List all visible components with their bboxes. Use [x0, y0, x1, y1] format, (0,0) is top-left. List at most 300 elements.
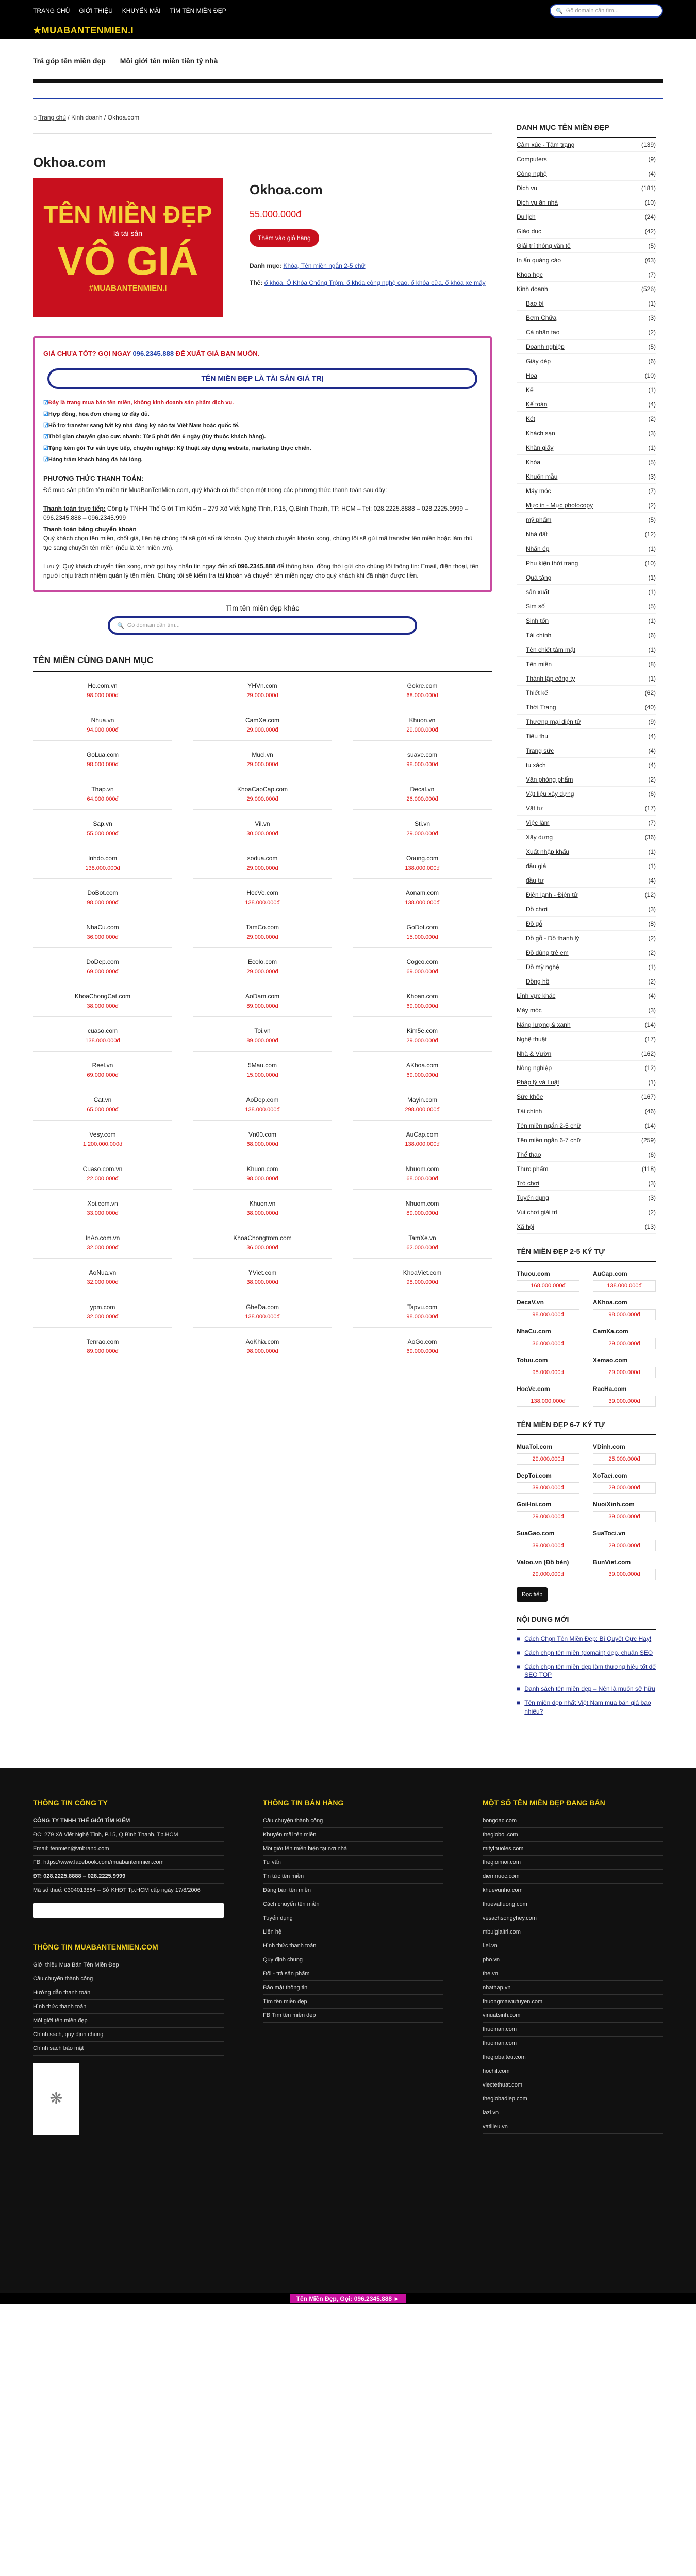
offer-bullet[interactable]: ☑ Đây là trang mua bán tên miền, không kinh doanh sản phẩm dịch vụ. [43, 397, 482, 409]
category-item[interactable] [517, 469, 656, 484]
featured-domain-name[interactable]: AuCap.com [593, 1270, 627, 1277]
category-item[interactable] [517, 1133, 656, 1147]
category-label[interactable]: Nông nghiệp [517, 1064, 552, 1072]
domain-card[interactable] [193, 1086, 332, 1121]
domain-card[interactable] [193, 982, 332, 1017]
featured-domain-name[interactable]: SuaToci.vn [593, 1530, 626, 1537]
category-item[interactable] [517, 195, 656, 210]
domain-name[interactable]: Cuaso.com.vn [82, 1165, 123, 1173]
domain-card[interactable] [193, 775, 332, 810]
featured-domain[interactable] [593, 1328, 656, 1349]
category-label[interactable]: Xây dựng [526, 834, 553, 841]
category-label[interactable]: Văn phòng phẩm [526, 776, 573, 783]
domain-card[interactable] [33, 706, 172, 741]
domain-name[interactable]: Cogco.com [406, 958, 438, 965]
domain-card[interactable] [193, 879, 332, 913]
domain-name[interactable]: DoBot.com [87, 889, 118, 896]
domain-name[interactable]: Khuon.vn [409, 717, 436, 724]
category-item[interactable] [517, 1162, 656, 1176]
category-item[interactable] [517, 296, 656, 311]
domain-name[interactable]: HocVe.com [246, 889, 278, 896]
post-link[interactable]: Danh sách tên miền đẹp – Nên là muốn sở hữu [524, 1685, 655, 1693]
domain-card[interactable] [33, 844, 172, 879]
footer-link[interactable]: thuongmaiviutuyen.com [483, 1995, 663, 2009]
category-label[interactable]: Bao bì [526, 300, 544, 307]
domain-card[interactable] [33, 1155, 172, 1190]
category-label[interactable]: sản xuất [526, 588, 550, 596]
footer-link[interactable]: mitythuoles.com [483, 1842, 663, 1856]
domain-card[interactable] [353, 1293, 492, 1328]
category-label[interactable]: Đồng hồ [526, 978, 550, 985]
domain-name[interactable]: Nhuom.com [405, 1165, 439, 1173]
category-item[interactable] [517, 1205, 656, 1219]
featured-domain[interactable] [593, 1472, 656, 1494]
product-image[interactable] [33, 178, 223, 317]
category-item[interactable] [517, 340, 656, 354]
category-item[interactable] [517, 671, 656, 686]
category-label[interactable]: Đồ gỗ [526, 920, 543, 927]
post-item[interactable] [517, 1635, 656, 1643]
category-label[interactable]: Vật liệu xây dựng [526, 790, 574, 798]
domain-name[interactable]: cuaso.com [87, 1027, 118, 1035]
bottom-call-button[interactable]: Tên Miền Đẹp, Gọi: 096.2345.888 ► [290, 2294, 406, 2303]
featured-domain[interactable] [593, 1385, 656, 1407]
domain-card[interactable] [33, 775, 172, 810]
footer-link[interactable]: Khuyến mãi tên miền [263, 1828, 443, 1842]
category-label[interactable]: đầu tư [526, 877, 544, 884]
category-item[interactable] [517, 253, 656, 267]
category-label[interactable]: Quà tặng [526, 574, 552, 581]
featured-domain[interactable] [593, 1270, 656, 1292]
featured-domain-name[interactable]: Valoo.vn (Đồ bèn) [517, 1558, 569, 1566]
footer-link[interactable]: Đối - trả sản phẩm [263, 1967, 443, 1981]
footer-link[interactable]: Câu chuyện thành công [263, 1814, 443, 1828]
top-nav-promo[interactable]: KHUYẾN MÃI [122, 7, 161, 14]
domain-name[interactable]: Tenrao.com [86, 1338, 119, 1345]
category-label[interactable]: Mực in - Mực photocopy [526, 502, 593, 509]
featured-domain[interactable] [517, 1299, 579, 1320]
domain-name[interactable]: Gokre.com [407, 682, 438, 689]
domain-name[interactable]: AoKhia.com [245, 1338, 279, 1345]
category-label[interactable]: Giày dép [526, 358, 551, 365]
footer-link[interactable]: pho.vn [483, 1953, 663, 1967]
featured-domain-name[interactable]: HocVe.com [517, 1385, 550, 1393]
domain-name[interactable]: sodua.com [247, 855, 278, 862]
category-label[interactable]: Khăn giấy [526, 444, 554, 451]
domain-name[interactable]: GoLua.com [86, 751, 119, 758]
domain-name[interactable]: KhoaCaoCap.com [237, 786, 288, 793]
category-label[interactable]: Thể thao [517, 1151, 541, 1158]
footer-link[interactable]: thuoinan.com [483, 2037, 663, 2050]
domain-name[interactable]: Aonam.com [405, 889, 439, 896]
category-label[interactable]: Du lịch [517, 213, 536, 221]
featured-domain[interactable] [593, 1357, 656, 1378]
category-label[interactable]: Máy móc [517, 1007, 542, 1014]
add-to-cart-button[interactable]: Thêm vào giỏ hàng [250, 229, 319, 247]
footer-link[interactable]: Đăng bán tên miền [263, 1884, 443, 1897]
category-item[interactable] [517, 873, 656, 888]
featured-domain-name[interactable]: Xemao.com [593, 1357, 628, 1364]
category-label[interactable]: Điện lạnh - Điện tử [526, 891, 578, 899]
category-item[interactable] [517, 210, 656, 224]
domain-name[interactable]: Khuon.vn [249, 1200, 276, 1207]
domain-name[interactable]: Ooung.com [406, 855, 439, 862]
domain-name[interactable]: Vil.vn [255, 820, 270, 827]
top-nav-home[interactable]: TRANG CHỦ [33, 7, 70, 14]
domain-card[interactable] [193, 913, 332, 948]
domain-name[interactable]: Reel.vn [92, 1062, 113, 1069]
domain-card[interactable] [353, 1121, 492, 1155]
featured-domain-name[interactable]: NuoiXinh.com [593, 1501, 635, 1508]
category-item[interactable] [517, 715, 656, 729]
footer-link[interactable]: Hình thức thanh toán [263, 1939, 443, 1953]
category-item[interactable] [517, 657, 656, 671]
domain-name[interactable]: KhoaViet.com [403, 1269, 442, 1276]
category-label[interactable]: In ấn quảng cáo [517, 257, 561, 264]
domain-name[interactable]: CamXe.com [245, 717, 280, 724]
domain-card[interactable] [193, 1121, 332, 1155]
category-label[interactable]: Dịch vụ [517, 184, 538, 192]
footer-link[interactable]: Môi giới tên miền đẹp [33, 2014, 224, 2028]
category-label[interactable]: Giáo dục [517, 228, 542, 235]
featured-domain-name[interactable]: AKhoa.com [593, 1299, 627, 1306]
category-item[interactable] [517, 614, 656, 628]
category-label[interactable]: Computers [517, 156, 547, 163]
category-label[interactable]: Thương mại điện tử [526, 718, 581, 725]
category-item[interactable] [517, 628, 656, 642]
category-item[interactable] [517, 498, 656, 513]
footer-link[interactable]: Giới thiệu Mua Bán Tên Miền Đẹp [33, 1958, 224, 1972]
footer-link[interactable]: Hình thức thanh toán [33, 2000, 224, 2014]
category-item[interactable] [517, 743, 656, 758]
category-label[interactable]: Dịch vụ ăn nhà [517, 199, 558, 206]
featured-domain[interactable] [517, 1270, 579, 1292]
footer-link[interactable]: Tư vấn [263, 1856, 443, 1870]
top-nav-search[interactable]: TÌM TÊN MIỀN ĐẸP [170, 7, 226, 14]
domain-card[interactable] [353, 706, 492, 741]
category-label[interactable]: Trang sức [526, 747, 554, 754]
featured-domain-name[interactable]: DecaV.vn [517, 1299, 544, 1306]
category-label[interactable]: Nhà đất [526, 531, 548, 538]
category-item[interactable] [517, 152, 656, 166]
domain-card[interactable] [193, 672, 332, 706]
footer-link[interactable]: Quy định chung [263, 1953, 443, 1967]
domain-card[interactable] [353, 741, 492, 775]
category-label[interactable]: đầu giá [526, 862, 546, 870]
category-links[interactable]: Khóa, Tên miền ngắn 2-5 chữ [283, 262, 366, 269]
footer-link[interactable]: Chính sách bảo mật [33, 2042, 224, 2056]
domain-card[interactable] [193, 1259, 332, 1293]
category-label[interactable]: Đồ chơi [526, 906, 548, 913]
category-item[interactable] [517, 383, 656, 397]
domain-name[interactable]: AuCap.com [406, 1131, 439, 1138]
footer-link[interactable]: khuevunho.com [483, 1884, 663, 1897]
category-label[interactable]: Kế [526, 386, 534, 394]
category-label[interactable]: Sức khỏe [517, 1093, 543, 1100]
domain-name[interactable]: Vn00.com [248, 1131, 277, 1138]
category-item[interactable] [517, 902, 656, 917]
domain-name[interactable]: suave.com [407, 751, 438, 758]
category-label[interactable]: Bơm Chữa [526, 314, 557, 321]
footer-link[interactable]: nhathap.vn [483, 1981, 663, 1995]
category-label[interactable]: Khoa học [517, 271, 543, 278]
domain-card[interactable] [33, 913, 172, 948]
category-item[interactable] [517, 974, 656, 989]
category-label[interactable]: Kế toán [526, 401, 548, 408]
featured-domain[interactable] [517, 1443, 579, 1465]
domain-card[interactable] [193, 1155, 332, 1190]
domain-name[interactable]: Thap.vn [91, 786, 114, 793]
domain-name[interactable]: AoNua.vn [89, 1269, 117, 1276]
category-item[interactable] [517, 1191, 656, 1205]
featured-domain-name[interactable]: DepToi.com [517, 1472, 552, 1479]
featured-domain[interactable] [517, 1501, 579, 1522]
category-label[interactable]: Doanh nghiệp [526, 343, 565, 350]
category-label[interactable]: Tên miền ngắn 6-7 chữ [517, 1137, 581, 1144]
post-item[interactable] [517, 1649, 656, 1657]
featured-domain-name[interactable]: SuaGao.com [517, 1530, 555, 1537]
category-label[interactable]: Giải trí thông văn tế [517, 242, 571, 249]
category-label[interactable]: Thời Trang [526, 704, 556, 711]
domain-name[interactable]: Ecolo.com [247, 958, 277, 965]
category-item[interactable] [517, 1219, 656, 1234]
domain-name[interactable]: NhaCu.com [86, 924, 119, 931]
category-label[interactable]: Kinh doanh [517, 285, 548, 293]
view-more-button[interactable]: Đọc tiếp [517, 1587, 548, 1602]
top-nav-about[interactable]: GIỚI THIỆU [79, 7, 113, 14]
footer-link[interactable]: Cách chuyển tên miền [263, 1897, 443, 1911]
footer-link[interactable]: mbuigiaitri.com [483, 1925, 663, 1939]
domain-name[interactable]: YViet.com [248, 1269, 277, 1276]
footer-link[interactable]: vatllieu.vn [483, 2120, 663, 2134]
post-link[interactable]: Cách chọn tên miền (domain) đẹp, chuẩn SEO [524, 1649, 653, 1656]
post-item[interactable] [517, 1663, 656, 1680]
domain-name[interactable]: AoGo.com [407, 1338, 437, 1345]
category-label[interactable]: Xã hội [517, 1223, 535, 1230]
category-label[interactable]: Thiết kế [526, 689, 548, 697]
post-link[interactable]: Cách Chọn Tên Miền Đẹp: Bí Quyết Cực Hay! [524, 1635, 652, 1642]
domain-card[interactable] [33, 1086, 172, 1121]
footer-link[interactable]: diemnuoc.com [483, 1870, 663, 1884]
category-item[interactable] [517, 426, 656, 440]
site-logo[interactable]: ★MUABANTENMIEN.I [33, 25, 134, 36]
category-label[interactable]: Khuôn mẫu [526, 473, 558, 480]
domain-card[interactable] [33, 1328, 172, 1362]
featured-domain[interactable] [593, 1501, 656, 1522]
category-item[interactable] [517, 585, 656, 599]
domain-card[interactable] [193, 706, 332, 741]
footer-link[interactable]: the.vn [483, 1967, 663, 1981]
domain-name[interactable]: DoDep.com [86, 958, 119, 965]
category-item[interactable] [517, 1046, 656, 1061]
domain-card[interactable] [353, 844, 492, 879]
category-label[interactable]: Tên chiết tâm mặt [526, 646, 576, 653]
footer-link[interactable]: hochil.com [483, 2064, 663, 2078]
domain-name[interactable]: YHVn.com [247, 682, 277, 689]
domain-name[interactable]: AKhoa.com [406, 1062, 439, 1069]
domain-card[interactable] [353, 1086, 492, 1121]
category-item[interactable] [517, 541, 656, 556]
domain-card[interactable] [33, 810, 172, 844]
domain-card[interactable] [33, 1190, 172, 1224]
category-item[interactable] [517, 729, 656, 743]
category-item[interactable] [517, 960, 656, 974]
domain-card[interactable] [193, 1224, 332, 1259]
category-item[interactable] [517, 859, 656, 873]
category-label[interactable]: Tài chính [517, 1108, 542, 1115]
domain-card[interactable] [193, 948, 332, 982]
category-item[interactable] [517, 758, 656, 772]
breadcrumb-home[interactable]: Trang chủ [38, 114, 66, 121]
category-label[interactable]: Khóa [526, 459, 541, 466]
category-item[interactable] [517, 1104, 656, 1118]
category-item[interactable] [517, 282, 656, 296]
category-label[interactable]: Trò chơi [517, 1180, 540, 1187]
domain-card[interactable] [353, 1155, 492, 1190]
category-item[interactable] [517, 599, 656, 614]
footer-link[interactable]: Liên hệ [263, 1925, 443, 1939]
category-item[interactable] [517, 787, 656, 801]
domain-card[interactable] [33, 741, 172, 775]
domain-card[interactable] [353, 1017, 492, 1052]
category-label[interactable]: Đồ dùng trẻ em [526, 949, 569, 956]
featured-domain-name[interactable]: RacHa.com [593, 1385, 627, 1393]
featured-domain[interactable] [593, 1558, 656, 1580]
category-label[interactable]: Cá nhân tao [526, 329, 560, 336]
category-label[interactable]: Nhãn ép [526, 545, 550, 552]
footer-link[interactable]: l.el.vn [483, 1939, 663, 1953]
featured-domain-name[interactable]: GoiHoi.com [517, 1501, 552, 1508]
category-item[interactable] [517, 267, 656, 282]
footer-link[interactable]: thegiobalteu.com [483, 2050, 663, 2064]
category-item[interactable] [517, 1061, 656, 1075]
category-item[interactable] [517, 642, 656, 657]
domain-card[interactable] [353, 1224, 492, 1259]
domain-card[interactable] [353, 1259, 492, 1293]
category-label[interactable]: Tuyển dụng [517, 1194, 549, 1201]
sub-nav-installment[interactable]: Trả góp tên miền đẹp [33, 57, 106, 65]
footer-link[interactable]: viectethuat.com [483, 2078, 663, 2092]
category-label[interactable]: Lĩnh vực khác [517, 992, 556, 999]
domain-card[interactable] [193, 810, 332, 844]
domain-name[interactable]: Cat.vn [93, 1096, 112, 1104]
domain-name[interactable]: ypm.com [90, 1303, 115, 1311]
domain-name[interactable]: Nhuom.com [405, 1200, 439, 1207]
category-item[interactable] [517, 686, 656, 700]
category-label[interactable]: Năng lượng & xanh [517, 1021, 571, 1028]
featured-domain[interactable] [593, 1299, 656, 1320]
domain-name[interactable]: Xoi.com.vn [87, 1200, 118, 1207]
category-item[interactable] [517, 801, 656, 816]
category-item[interactable] [517, 354, 656, 368]
footer-link[interactable]: FB Tìm tên miền đẹp [263, 2009, 443, 2023]
category-item[interactable] [517, 556, 656, 570]
category-item[interactable] [517, 830, 656, 844]
domain-name[interactable]: Ho.com.vn [88, 682, 118, 689]
category-label[interactable]: Két [526, 415, 536, 422]
category-item[interactable] [517, 138, 656, 152]
category-item[interactable] [517, 1176, 656, 1191]
category-item[interactable] [517, 224, 656, 239]
category-label[interactable]: Tên miền ngắn 2-5 chữ [517, 1122, 581, 1129]
domain-card[interactable] [193, 1017, 332, 1052]
domain-name[interactable]: KhoaChongtrom.com [233, 1234, 292, 1242]
domain-name[interactable]: Vesy.com [89, 1131, 116, 1138]
domain-name[interactable]: Mayin.com [407, 1096, 437, 1104]
category-label[interactable]: Sinh tốn [526, 617, 549, 624]
category-label[interactable]: Tên miền [526, 660, 552, 668]
category-item[interactable] [517, 239, 656, 253]
domain-name[interactable]: Sti.vn [414, 820, 430, 827]
domain-name[interactable]: AoDam.com [245, 993, 280, 1000]
domain-card[interactable] [33, 672, 172, 706]
featured-domain[interactable] [517, 1530, 579, 1551]
domain-card[interactable] [353, 1052, 492, 1086]
category-label[interactable]: Đồ mỹ nghệ [526, 963, 559, 971]
category-item[interactable] [517, 945, 656, 960]
domain-name[interactable]: Kim5e.com [406, 1027, 438, 1035]
post-link[interactable]: Cách chọn tên miền đẹp làm thương hiệu tốt để SEO TOP [524, 1663, 656, 1679]
category-label[interactable]: Sim số [526, 603, 545, 610]
footer-link[interactable]: Tuyển dụng [263, 1911, 443, 1925]
domain-name[interactable]: Khuon.com [246, 1165, 278, 1173]
domain-card[interactable] [33, 982, 172, 1017]
category-label[interactable]: Phụ kiện thời trang [526, 560, 578, 567]
footer-link[interactable]: Tìm tên miền đẹp [263, 1995, 443, 2009]
category-label[interactable]: mỹ phẩm [526, 516, 552, 523]
footer-link[interactable]: thegiobol.com [483, 1828, 663, 1842]
footer-link[interactable]: thegiobadiep.com [483, 2092, 663, 2106]
domain-card[interactable] [353, 775, 492, 810]
footer-link[interactable]: Cầu chuyển thành công [33, 1972, 224, 1986]
domain-name[interactable]: Khoan.com [406, 993, 438, 1000]
category-item[interactable] [517, 166, 656, 181]
post-link[interactable]: Tên miền đẹp nhất Việt Nam mua bán giá bao nhiêu? [524, 1699, 651, 1715]
footer-link[interactable]: Chính sách, quy định chung [33, 2028, 224, 2042]
domain-card[interactable] [353, 948, 492, 982]
footer-link[interactable]: thegioimoi.com [483, 1856, 663, 1870]
featured-domain[interactable] [517, 1558, 579, 1580]
category-label[interactable]: Tiêu thụ [526, 733, 548, 740]
domain-card[interactable] [353, 1190, 492, 1224]
featured-domain[interactable] [593, 1530, 656, 1551]
featured-domain-name[interactable]: CamXa.com [593, 1328, 628, 1335]
domain-card[interactable] [353, 879, 492, 913]
category-item[interactable] [517, 1003, 656, 1018]
domain-name[interactable]: Sap.vn [93, 820, 112, 827]
footer-link[interactable]: Tin tức tên miền [263, 1870, 443, 1884]
category-item[interactable] [517, 772, 656, 787]
footer-link[interactable]: bongdac.com [483, 1814, 663, 1828]
domain-name[interactable]: 5Mau.com [247, 1062, 277, 1069]
category-label[interactable]: Đồ gỗ - Đồ thanh lý [526, 935, 579, 942]
category-item[interactable] [517, 888, 656, 902]
domain-name[interactable]: Tapvu.com [407, 1303, 438, 1311]
domain-card[interactable] [33, 1052, 172, 1086]
category-label[interactable]: tụ xách [526, 761, 546, 769]
domain-card[interactable] [193, 1328, 332, 1362]
category-label[interactable]: Thực phẩm [517, 1165, 549, 1173]
category-label[interactable]: Hoa [526, 372, 538, 379]
category-item[interactable] [517, 931, 656, 945]
domain-card[interactable] [193, 844, 332, 879]
domain-name[interactable]: TamXe.vn [408, 1234, 436, 1242]
category-item[interactable] [517, 1075, 656, 1090]
featured-domain-name[interactable]: XoTaei.com [593, 1472, 627, 1479]
category-item[interactable] [517, 816, 656, 830]
footer-link[interactable]: thuoinan.com [483, 2023, 663, 2037]
featured-domain[interactable] [517, 1328, 579, 1349]
